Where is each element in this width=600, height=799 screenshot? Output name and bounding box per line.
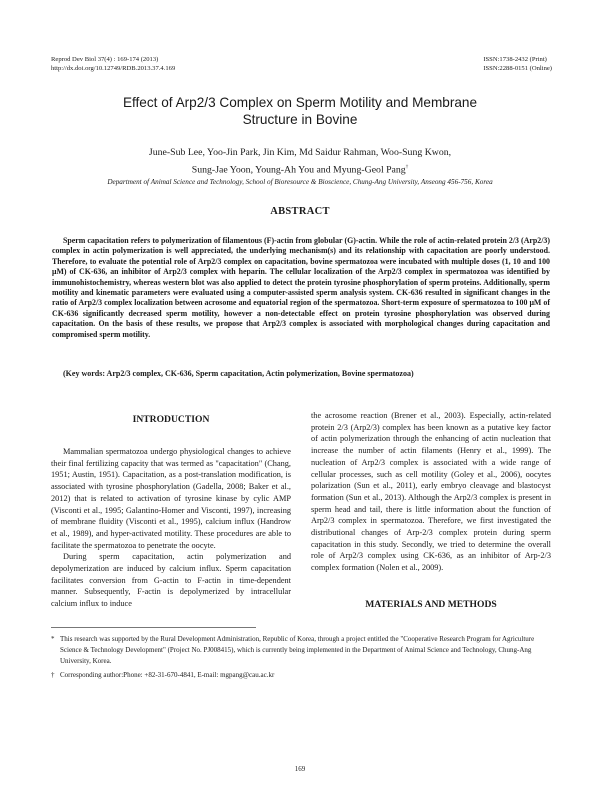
funding-footnote-text: This research was supported by the Rural Development Administration, Republic of Korea, through a project entitled the "Cooperative Research Program for Agriculture Science & Technology Development" (Project No. PJ008415), which is currently being implemented in the Department of Animal Science and Technology, Chung-Ang University, Korea.: [60, 635, 535, 665]
doi-link[interactable]: http://dx.doi.org/10.12749/RDB.2013.37.4.169: [51, 65, 176, 72]
title-line-1: Effect of Arp2/3 Complex on Sperm Motility and Membrane: [122, 95, 478, 110]
footnote-marker-asterisk: *: [51, 635, 55, 643]
corresponding-footnote-text: Corresponding author:Phone: +82-31-670-4841, E-mail: mgpang@cau.ac.kr: [60, 671, 275, 679]
author-list: [40, 146, 560, 177]
article-title: [40, 94, 560, 128]
authors-line-2-text: Sung-Jae Yoon, Young-Ah You and Myung-Geol Pang: [191, 163, 406, 175]
footnote-marker-dagger: †: [51, 671, 55, 679]
intro-paragraph-continued: the acrosome reaction (Brener et al., 2003). Especially, actin-related protein 2/3 (Arp2/3) complex has been known as a putative key factor of actin polymerization through the enhancing of actin nucleation that increase the number of actin filaments (Henry et al., 1999). The nucleation of Arp2/3 complex is associated with a wide range of cellular processes, such as cell motility (Goley et al., 2006), oocytes polarization (Sun et al., 2011), early embryo cleavage and blastocyst formation (Sun et al., 2013). Although the Arp2/3 complex is present in sperm head and tail, there is little information about the function of Arp2/3 complex in spermatozoa. Therefore, we first investigated the distributional changes of Arp-2/3 complex protein during sperm capacitation in this study. Secondly, we tried to determine the overall role of Arp2/3 complex using CK-636, as an inhibitor of Arp-2/3 complex formation (Nolen et al., 2009).: [311, 411, 551, 573]
running-header-left: [51, 55, 175, 73]
journal-citation: Reprod Dev Biol 37(4) : 169-174 (2013): [51, 56, 159, 63]
left-column: [51, 446, 291, 610]
right-column: [311, 410, 551, 574]
authors-line-1: June-Sub Lee, Yoo-Jin Park, Jin Kim, Md Saidur Rahman, Woo-Sung Kwon,: [148, 147, 452, 158]
authors-line-2: [40, 161, 560, 178]
intro-paragraph-2: During sperm capacitation, actin polymerization and depolymerization are induced by calcium influx. Sperm capacitation facilitates conversion from G-actin to F-actin in time-dependent manner. Subsequently, F-actin is depolymerized by intracellular calcium influx to induce: [51, 552, 291, 609]
abstract-text: Sperm capacitation refers to polymerization of filamentous (F)-actin from globular (G)-actin. While the role of actin-related protein 2/3 (Arp2/3) complex in actin polymerization is well appreciated, the underlying mechanism(s) and its relationship with capacitation are poorly understood. Therefore, to evaluate the potential role of Arp2/3 complex on capacitation, bovine spermatozoa were incubated with multiple doses (1, 10 and 100 μM) of CK-636, an inhibitor of Arp2/3 complex with heparin. The cellular localization of the Arp2/3 complex in spermatozoa was identified by immunohistochemistry, whereas western blot was also applied to detect the protein tyrosine phosphorylation of sperm proteins. Additionally, sperm motility and kinematic parameters were evaluated using a computer-assisted sperm analysis system. CK-636 resulted in significant changes in the ratio of Arp2/3 complex localization between acrosome and equatorial region of the spermatozoa. Short-term exposure of spermatozoa to 100 μM of CK-636 significantly decreased sperm motility, however a non-detectable effect on protein tyrosine phosphorylation was observed during capacitation. On the basis of these results, we propose that Arp2/3 complex is associated with morphological changes during capacitation and compromised sperm motility.: [52, 236, 550, 339]
footnote-divider: [51, 627, 256, 628]
corresponding-dagger: †: [405, 164, 409, 170]
title-line-2: Structure in Bovine: [242, 112, 358, 127]
keywords: (Key words: Arp2/3 complex, CK-636, Sperm capacitation, Actin polymerization, Bovine spermatozoa): [63, 369, 414, 378]
funding-footnote: [51, 634, 551, 667]
issn-online: ISSN:2288-0151 (Online): [483, 65, 552, 72]
affiliation: Department of Animal Science and Technology, School of Bioresource & Bioscience, Chung-Ang University, Anseong 456-756, Korea: [107, 178, 493, 186]
running-header-right: [483, 55, 552, 73]
page-number: 169: [294, 765, 306, 773]
abstract-heading: ABSTRACT: [270, 206, 330, 217]
introduction-heading: INTRODUCTION: [132, 414, 210, 425]
methods-heading: MATERIALS AND METHODS: [365, 599, 497, 610]
intro-paragraph-1: Mammalian spermatozoa undergo physiological changes to achieve their final fertilizing capacity that was termed as "capacitation" (Chang, 1951; Austin, 1951). Capacitation, as a post-translation modification, is associated with tyrosine phosphorylation (Gadella, 2008; Baker et al., 2012) that is related to activation of tyrosine kinase by cylic AMP (Visconti et al., 1995; Galantino-Homer and Visconti, 1997), increasing of membrane fluidity (Visconti et al., 1995), calcium influx (Handrow et al., 1989), and hyper-activated motility. These procedures are able to facilitate the spermatozoa to penetrate the oocyte.: [51, 447, 291, 550]
corresponding-footnote: [51, 670, 551, 681]
issn-print: ISSN:1738-2432 (Print): [483, 56, 547, 63]
